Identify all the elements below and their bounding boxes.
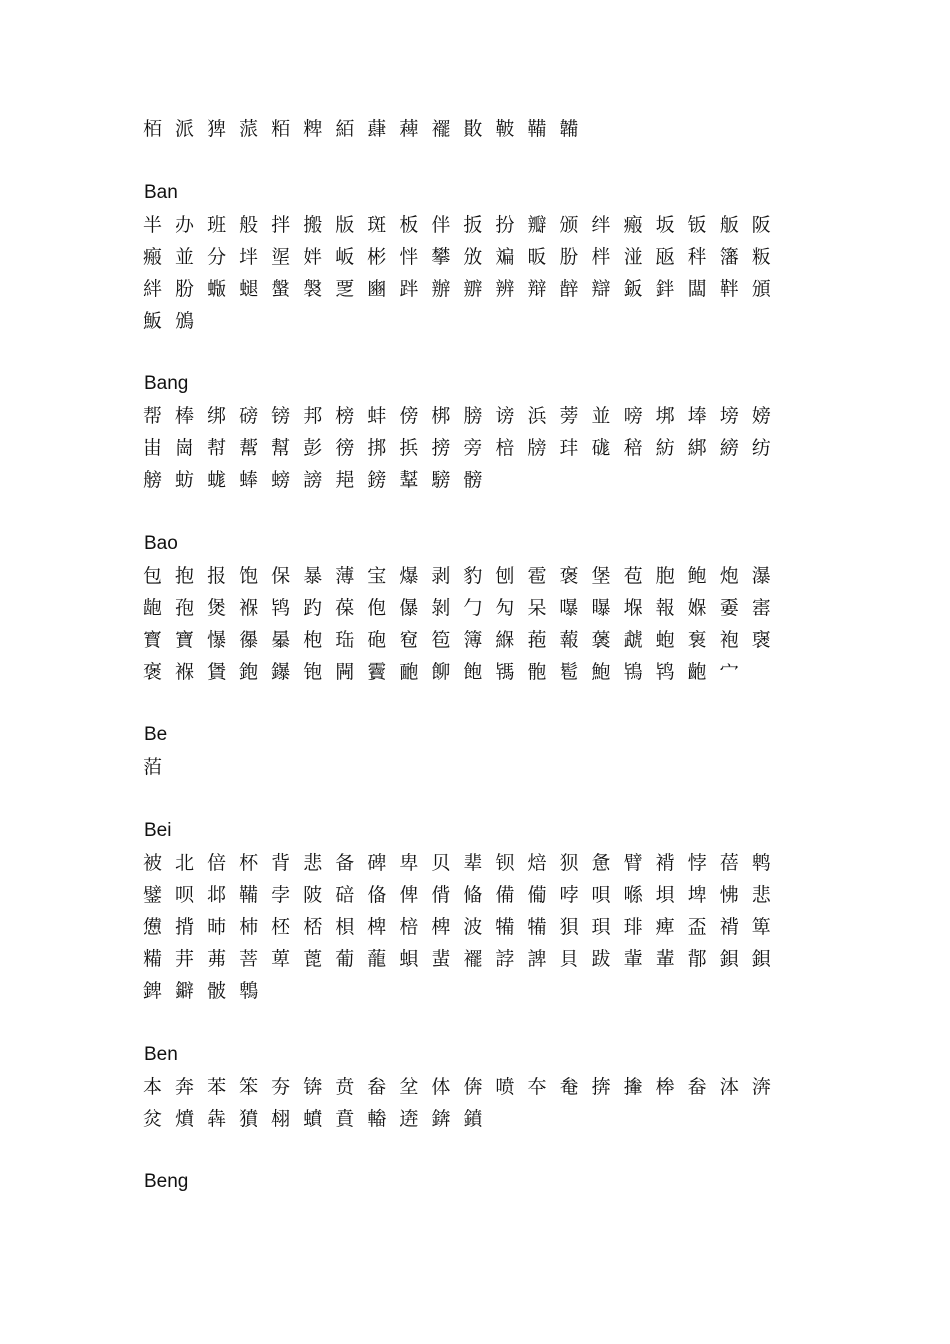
char-line: 包 抱 报 饱 保 暴 薄 宝 爆 剥 豹 刨 雹 褒 堡 苞 胞 鲍 炮 瀑 bbox=[143, 565, 775, 587]
char-line: 龅 孢 煲 褓 鸨 趵 葆 佨 儤 剝 勹 勼 呆 嚗 曝 堢 報 媬 嫑 寚 bbox=[143, 597, 775, 619]
char-line: 被 北 倍 杯 背 悲 备 碑 卑 贝 辈 钡 焙 狈 惫 臂 褙 悖 蓓 鹎 bbox=[143, 852, 775, 874]
section-heading-ben: Ben bbox=[144, 1044, 178, 1065]
char-line: 瘢 並 分 坢 埿 姅 岅 彬 怑 攀 攽 斒 昄 朌 柈 湴 瓪 秚 籓 粄 bbox=[143, 246, 775, 268]
section-heading-bao: Bao bbox=[144, 533, 178, 554]
char-line: 魬 鳻 bbox=[143, 310, 198, 332]
section-heading-ban: Ban bbox=[144, 182, 178, 203]
char-line: 炃 燌 犇 獖 翉 蟦 賁 輽 逩 錛 鐼 bbox=[143, 1108, 486, 1130]
char-line: 憊 揹 昁 杮 柸 桮 梖 椑 棓 椑 波 犕 犕 狽 珼 琲 痺 盃 禙 箄 bbox=[143, 916, 775, 938]
char-line: 半 办 班 般 拌 搬 版 斑 板 伴 扳 扮 瓣 颁 绊 瘢 坂 钣 舨 阪 bbox=[143, 214, 775, 236]
char-line: 帮 棒 绑 磅 镑 邦 榜 蚌 傍 梆 膀 谤 浜 蒡 並 嗙 垹 埲 塝 嫎 bbox=[143, 405, 775, 427]
section-heading-bang: Bang bbox=[144, 373, 189, 394]
char-line: 峀 崗 幇 幚 幫 彭 徬 挷 捠 搒 旁 棓 牓 玤 硥 稖 紡 綁 縍 纺 bbox=[143, 437, 775, 459]
char-line: 錍 鐴 骳 鵯 bbox=[143, 980, 262, 1002]
intro-char-line: 栢 派 猈 蒎 粨 粺 絔 蕼 薭 襬 贁 鞁 鞴 韛 bbox=[143, 118, 583, 140]
section-heading-beng: Beng bbox=[144, 1171, 189, 1192]
char-line: 艕 蚄 蛖 蜯 螃 謗 邫 鎊 鞤 騯 髈 bbox=[143, 469, 486, 491]
char-line: 本 奔 苯 笨 夯 锛 贲 畚 坌 体 倴 喷 夲 奙 捹 撪 桳 畚 泍 渀 bbox=[143, 1076, 775, 1098]
char-line: 寳 寶 懪 忁 曓 枹 珤 砲 窇 笣 簿 緥 菢 蕔 藵 虣 蚫 袌 袍 襃 bbox=[143, 629, 775, 651]
section-heading-be: Be bbox=[144, 724, 168, 745]
section-heading-bei: Bei bbox=[144, 820, 172, 841]
char-line: 糒 茾 茀 菩 萆 蓖 葡 蘢 蛽 蜚 襬 誖 諀 貝 跋 軰 輩 鄁 鋇 鋇 bbox=[143, 948, 775, 970]
char-line: 萡 bbox=[143, 756, 166, 778]
char-line: 絆 肦 蝂 螁 螌 褩 覂 豳 跘 辦 辧 辨 辩 辪 辯 鈑 鉡 闆 靽 頒 bbox=[143, 278, 775, 300]
char-line: 鐾 呗 邶 鞴 孛 陂 碚 俻 俾 偝 偹 備 僃 哱 唄 喺 垻 埤 怫 悲 bbox=[143, 884, 775, 906]
char-line: 褒 褓 賲 鉋 鑤 铇 闁 靌 靤 飹 飽 駂 骲 髱 鮑 鴇 鸨 齙 宀 bbox=[143, 661, 743, 683]
